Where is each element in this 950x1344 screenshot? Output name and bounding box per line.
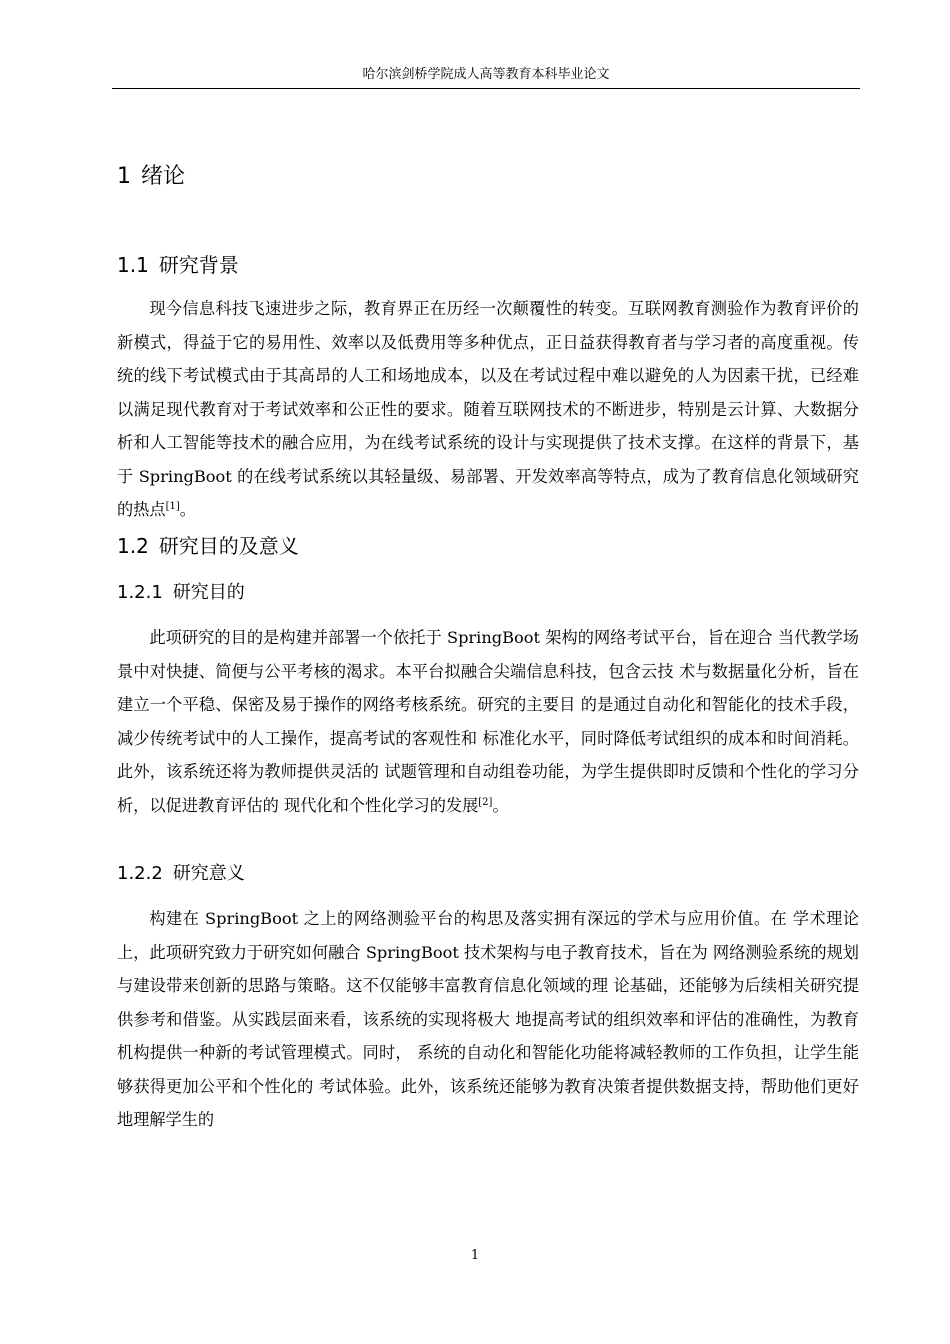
section-title: 研究目的及意义 — [158, 534, 299, 558]
section-title: 研究背景 — [158, 253, 239, 277]
subsection-title: 研究意义 — [172, 863, 245, 884]
paragraph-purpose — [117, 621, 859, 822]
section-number: 1.2 — [117, 534, 149, 558]
subsection-heading-1-2-2 — [117, 860, 245, 888]
running-header: 哈尔滨剑桥学院成人高等教育本科毕业论文 — [362, 67, 610, 82]
citation: [2] — [478, 796, 493, 808]
subsection-number: 1.2.1 — [117, 582, 163, 603]
header-rule — [112, 88, 860, 89]
paragraph-text: 现今信息科技飞速进步之际，教育界正在历经一次颠覆性的转变。互联网教育测验作为教育评价的新模式，得益于它的易用性、效率以及低费用等多种优点，正日益获得教育者与学习者的高度重视。传统的线下考试模式由于其高昂的人工和场地成本，以及在考试过程中难以避免的人为因素干扰，已经难以满足现代教育对于考试效率和公正性的要求。随着互联网技术的不断进步，特别是云计算、大数据分析和人工智能等技术的融合应用，为在线考试系统的设计与实现提供了技术支撑。在这样的背景下，基于 SpringBoot 的在线考试系统以其轻量级、易部署、开发效率高等特点，成为了教育信息化领域研究的热点 — [117, 299, 859, 519]
chapter-title: 绪论 — [141, 164, 186, 189]
paragraph-significance — [117, 902, 859, 1137]
page-number: 1 — [470, 1248, 480, 1263]
paragraph-end: 。 — [492, 795, 509, 815]
section-number: 1.1 — [117, 253, 149, 277]
subsection-title: 研究目的 — [172, 582, 245, 603]
subsection-number: 1.2.2 — [117, 863, 163, 884]
chapter-heading — [117, 160, 185, 194]
citation: [1] — [165, 501, 180, 512]
section-heading-1-1 — [117, 249, 239, 281]
subsection-heading-1-2-1 — [117, 579, 245, 607]
paragraph-text: 构建在 SpringBoot 之上的网络测验平台的构思及落实拥有深远的学术与应用价值。在 学术理论上，此项研究致力于研究如何融合 SpringBoot 技术架构与电子教育技术，旨在为 网络测验系统的规划与建设带来创新的思路与策略。这不仅能够丰富教育信息化领域的理 论基础，还能够为后续相关研究提供参考和借鉴。从实践层面来看，该系统的实现将极大 地提高考试的组织效率和评估的准确性，为教育机构提供一种新的考试管理模式。同时， 系统的自动化和智能化功能将减轻教师的工作负担，让学生能够获得更加公平和个性化的 考试体验。此外，该系统还能够为教育决策者提供数据支持，帮助他们更好地理解学生的 — [117, 909, 859, 1129]
section-heading-1-2 — [117, 530, 299, 562]
chapter-number: 1 — [117, 164, 131, 189]
paragraph-background — [117, 292, 859, 527]
paragraph-end: 。 — [179, 500, 196, 519]
paragraph-text: 此项研究的目的是构建并部署一个依托于 SpringBoot 架构的网络考试平台，旨在迎合 当代教学场景中对快捷、简便与公平考核的渴求。本平台拟融合尖端信息科技，包含云技 术与数据量化分析，旨在建立一个平稳、保密及易于操作的网络考核系统。研究的主要目 的是通过自动化和智能化的技术手段，减少传统考试中的人工操作，提高考试的客观性和 标准化水平，同时降低考试组织的成本和时间消耗。此外，该系统还将为教师提供灵活的 试题管理和自动组卷功能，为学生提供即时反馈和个性化的学习分析，以促进教育评估的 现代化和个性化学习的发展 — [117, 628, 859, 815]
